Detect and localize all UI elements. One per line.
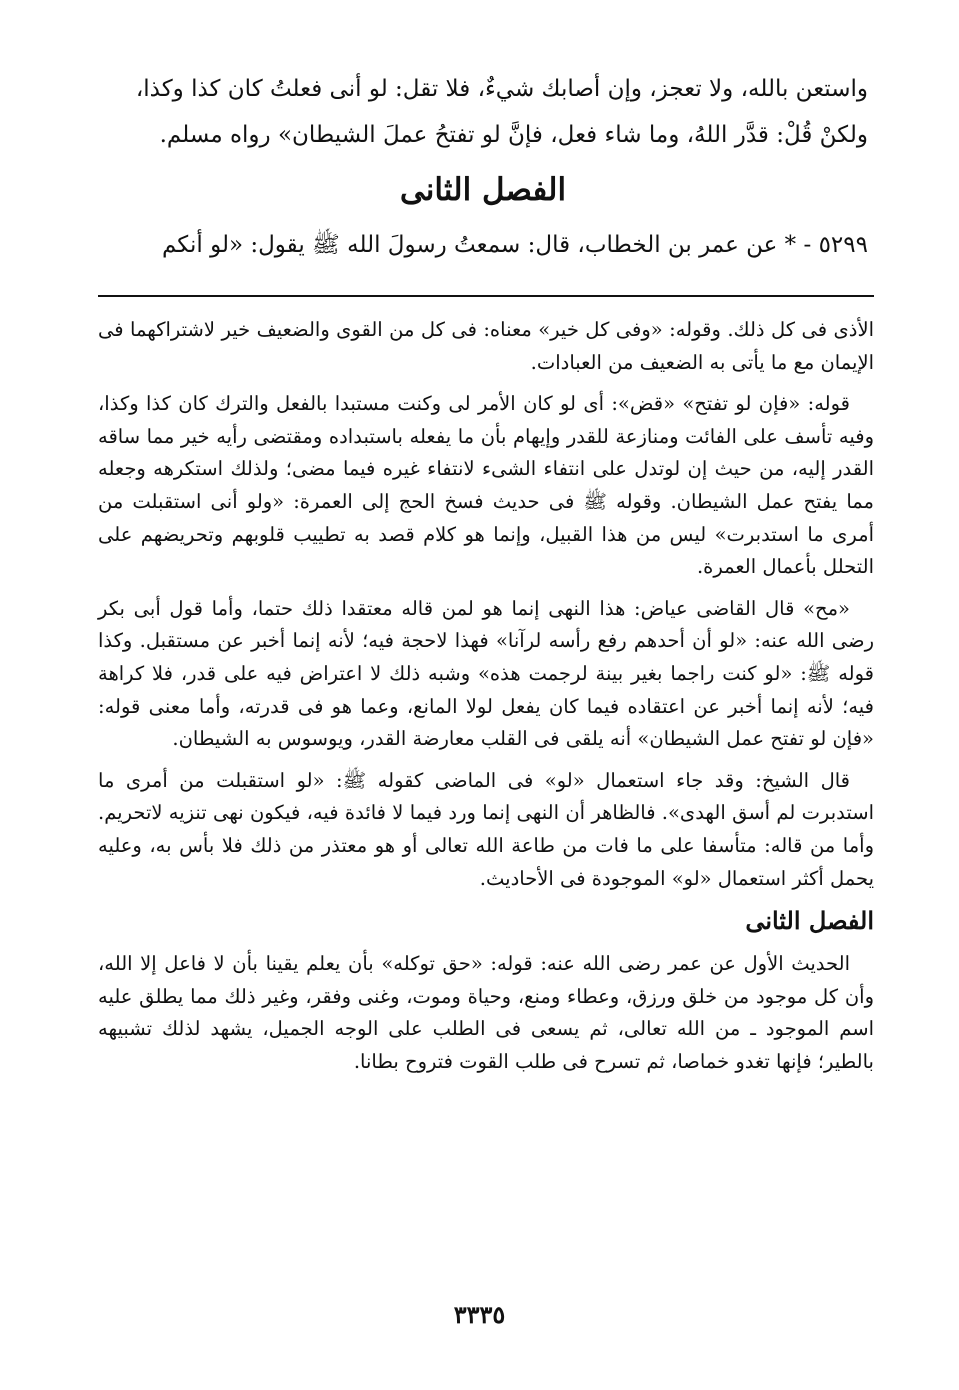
page-number: ٣٣٣٥ [453, 1300, 506, 1329]
commentary-paragraph: «مح» قال القاضى عياض: هذا النهى إنما هو لمن قاله معتقدا ذلك حتما، وأما قول أبى بكر رضى الله عنه: «لو أن أحدهم رفع رأسه لرآنا» فهذا لاحجة فيه؛ لأنه إنما أخبر عن مستقبل. وكذا قوله ﷺ: «لو كنت راجما بغير بينة لرجمت هذه» وشبه ذلك لا اعتراض فيه على قدر، فلا كراهة فيه؛ لأنه إنما أخبر عن اعتقاده فيما كان يفعل لولا المانع، وعما هو فى قدرته، وأما معنى قوله: «فإن لو تفتح عمل الشيطان» أنه يلقى فى القلب معارضة القدر، ويوسوس به الشيطان. [98, 596, 874, 751]
hadith-opening-line: ٥٢٩٩ - * عن عمر بن الخطاب، قال: سمعتُ رسولَ الله ﷺ يقول: «لو أنكم [161, 232, 868, 258]
commentary-paragraph: قال الشيخ: وقد جاء استعمال «لو» فى الماضى كقوله ﷺ: «لو استقبلت من أمرى ما استدبرت لم أسق الهدى». فالظاهر أن النهى إنما ورد فيما لا فائدة فيه، فيكون نهى تنزيه لاتحريم. وأما من قاله: متأسفا على ما فات من طاعة الله تعالى أو هو معتذر من ذلك فلا بأس به، وعليه يحمل أكثر استعمال «لو» الموجودة فى الأحاديث. [98, 768, 874, 890]
main-text-line: ولكنْ قُلْ: قدَّر اللهُ، وما شاء فعل، فإنَّ لو تفتحُ عملَ الشيطان» رواه مسلم. [159, 122, 868, 148]
commentary-paragraph: الحديث الأول عن عمر رضى الله عنه: قوله: «حق توكله» بأن يعلم يقينا بأن لا فاعل إلا الله، وأن كل موجود من خلق ورزق، وعطاء ومنع، وحياة وموت، وغنى وفقر، وغير ذلك مما يطلق عليه اسم الموجود ـ من الله تعالى، ثم يسعى فى الطلب على الوجه الجميل، يشهد لذلك تشبيهه بالطير؛ فإنها تغدو خماصا، ثم تسرح فى طلب القوت فتروح بطانا. [98, 952, 874, 1073]
commentary-paragraph: قوله: «فإن لو تفتح» «قض»: أى لو كان الأمر لى وكنت مستبدا بالفعل والترك كان كذا وكذا، وفيه تأسف على الفائت ومنازعة للقدر وإيهام بأن ما يفعله باستبداده ومقتضى رأيه خير مما ساقه القدر إليه، من حيث إن لوتدل على انتفاء الشىء لانتفاء غيره فيما مضى؛ ولذلك استكرهه وجعله مما يفتح عمل الشيطان. وقوله ﷺ فى حديث فسخ الحج إلى العمرة: «ولو أنى استقبلت من أمرى ما استدبرت» ليس من هذا القبيل، وإنما هو كلام قصد به تطييب قلوبهم وتحريضهم على التحلل بأعمال العمرة. [98, 392, 874, 579]
commentary-block [98, 314, 874, 1087]
main-text-line: واستعن بالله، ولا تعجز، وإن أصابك شيءٌ، فلا تقل: لو أنى فعلتُ كان كذا وكذا، [135, 76, 868, 102]
commentary-section-heading: الفصل الثانى [745, 906, 874, 936]
footnote-divider [98, 295, 874, 297]
main-text-block [98, 66, 868, 268]
section-heading: الفصل الثانى [399, 172, 567, 208]
commentary-paragraph: الأذى فى كل ذلك. وقوله: «وفى كل خير» معناه: فى كل من القوى والضعيف خير لاشتراكهما فى الإيمان مع ما يأتى به الضعيف من العبادات. [98, 318, 874, 374]
